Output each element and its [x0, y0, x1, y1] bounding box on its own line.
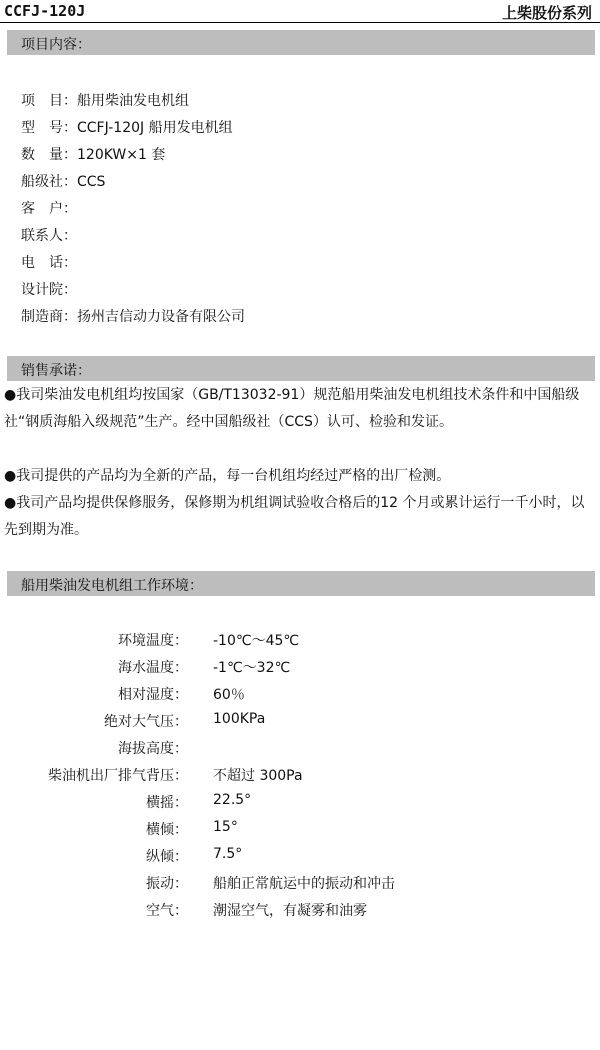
project-item-value: 扬州吉信动力设备有限公司 [77, 309, 245, 325]
section-header-environment [7, 571, 595, 596]
project-item-value: CCFJ-120J 船用发电机组 [77, 120, 233, 136]
environment-row [0, 657, 600, 677]
project-item [21, 171, 105, 191]
environment-label: 绝对大气压： [104, 714, 188, 730]
series-title: 上柴股份系列 [501, 4, 592, 22]
project-item-label: 项 目： [21, 93, 77, 109]
environment-value: 22.5° [213, 792, 252, 808]
sales-promise-paragraph: ●我司产品均提供保修服务，保修期为机组调试验收合格后的12 个月或累计运行一千小时，以先到期为准。 [4, 495, 585, 538]
section-title-project: 项目内容： [21, 37, 91, 53]
environment-label: 海拔高度： [118, 741, 188, 757]
model-code: CCFJ-120J [4, 2, 86, 20]
project-item [21, 306, 245, 326]
environment-row [0, 900, 600, 920]
project-item [21, 117, 233, 137]
sales-promise-paragraph: ●我司提供的产品均为全新的产品，每一台机组均经过严格的出厂检测。 [4, 468, 451, 484]
project-item [21, 198, 77, 218]
project-item-label: 联系人： [21, 228, 77, 244]
project-item-value: 船用柴油发电机组 [77, 93, 189, 109]
environment-value: 100KPa [213, 711, 266, 727]
environment-label: 环境温度： [118, 633, 188, 649]
environment-value: 7.5° [213, 846, 243, 862]
environment-row [0, 819, 600, 839]
environment-value: 60％ [213, 687, 245, 703]
environment-value: 潮湿空气，有凝雾和油雾 [213, 903, 367, 919]
environment-label: 横倾： [146, 822, 188, 838]
environment-row [0, 738, 600, 758]
environment-label: 空气： [146, 903, 188, 919]
project-item-label: 数 量： [21, 147, 77, 163]
project-item [21, 252, 77, 272]
project-item-label: 船级社： [21, 174, 77, 190]
environment-value: 船舶正常航运中的振动和冲击 [213, 876, 395, 892]
environment-row [0, 792, 600, 812]
project-item-value: 120KW×1 套 [77, 147, 166, 163]
environment-label: 海水温度： [118, 660, 188, 676]
section-header-project [7, 30, 595, 55]
environment-row [0, 684, 600, 704]
environment-row [0, 630, 600, 650]
environment-row [0, 765, 600, 785]
project-item-label: 电 话： [21, 255, 77, 271]
environment-label: 柴油机出厂排气背压： [48, 768, 188, 784]
sales-promise-paragraph: ●我司柴油发电机组均按国家（GB/T13032-91）规范船用柴油发电机组技术条件和中国船级社“钢质海船入级规范”生产。经中国船级社（CCS）认可、检验和发证。 [4, 387, 580, 430]
environment-row [0, 711, 600, 731]
environment-label: 纵倾： [146, 849, 188, 865]
section-title-sales: 销售承诺： [21, 363, 91, 379]
project-item-label: 制造商： [21, 309, 77, 325]
project-item-label: 型 号： [21, 120, 77, 136]
project-item-label: 客 户： [21, 201, 77, 217]
environment-label: 横摇： [146, 795, 188, 811]
environment-value: -1℃～32℃ [213, 660, 291, 676]
project-item [21, 225, 77, 245]
environment-row [0, 846, 600, 866]
environment-value: 不超过 300Pa [213, 768, 303, 784]
environment-label: 相对湿度： [118, 687, 188, 703]
environment-value: -10℃～45℃ [213, 633, 300, 649]
section-title-environment: 船用柴油发电机组工作环境： [21, 578, 203, 594]
project-item-value: CCS [77, 174, 106, 190]
project-item [21, 144, 165, 164]
project-item-label: 设计院： [21, 282, 77, 298]
project-item [21, 279, 77, 299]
environment-row [0, 873, 600, 893]
document-header [0, 0, 600, 23]
environment-label: 振动： [146, 876, 188, 892]
environment-value: 15° [213, 819, 238, 835]
project-item [21, 90, 189, 110]
section-header-sales [7, 356, 595, 381]
